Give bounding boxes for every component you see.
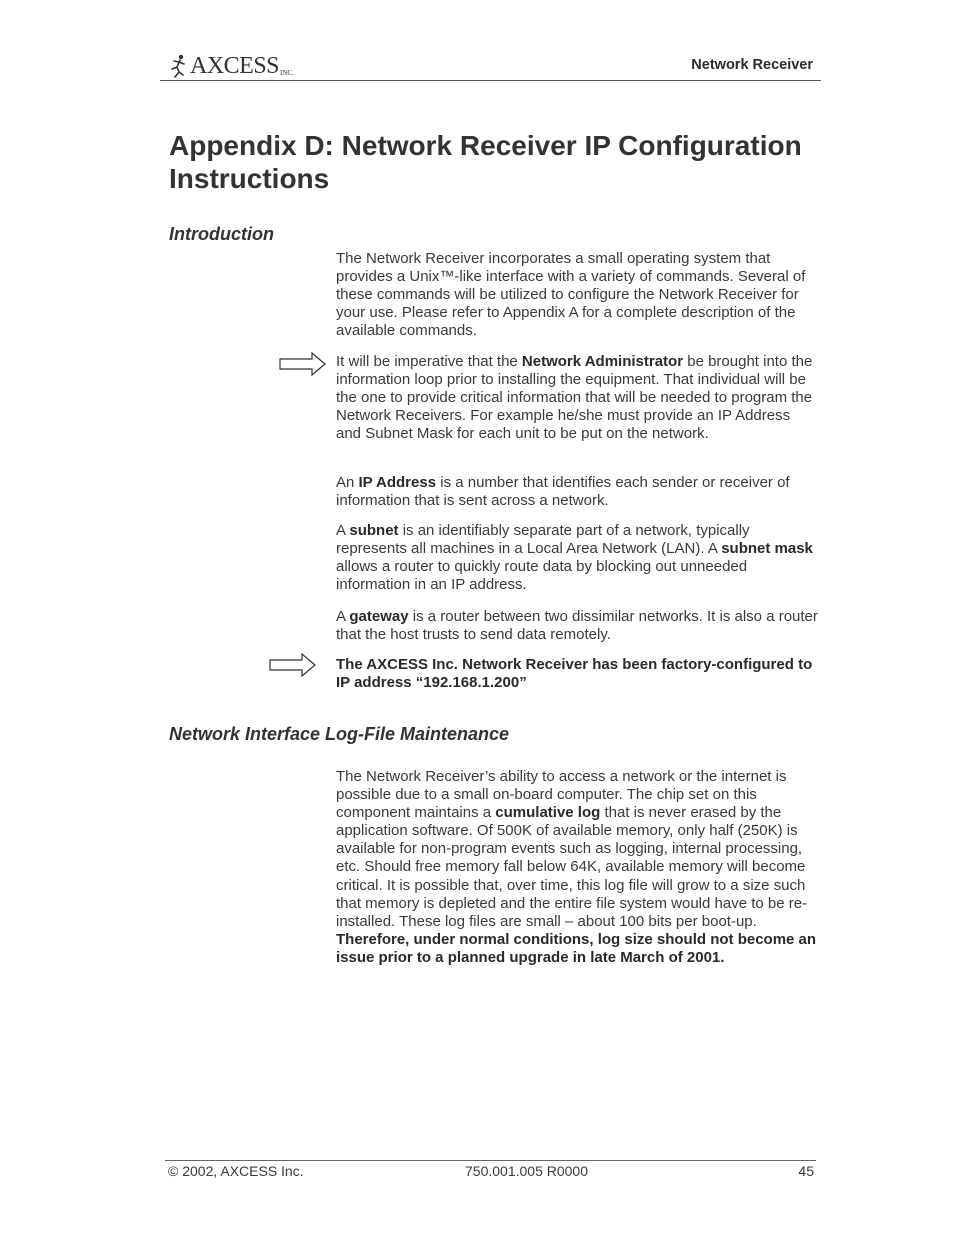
intro-paragraph: The Network Receiver incorporates a small operating system that provides a Unix™-like interface with a variety of commands. Several of these commands will be utilized to configure the Network Receiver for your use. Please refer to Appendix A for a complete description of the available commands.	[336, 250, 806, 340]
ip-address-paragraph	[336, 474, 818, 510]
page-footer	[165, 1160, 816, 1179]
subnet-term: subnet	[349, 522, 399, 539]
network-administrator-term: Network Administrator	[521, 353, 684, 370]
network-administrator-paragraph	[336, 353, 818, 443]
text-run: is an identifiably separate part of a network, typically represents all machines in a Local Area Network (LAN). A	[336, 522, 750, 558]
right-arrow-icon	[269, 653, 317, 677]
running-figure-logo-icon	[168, 54, 188, 78]
conclusion-text: Therefore, under normal conditions, log size should not become an issue prior to a planned upgrade in late March of 2001.	[336, 930, 817, 966]
text-run: is a number that identifies each sender or receiver of information that is sent across a network.	[336, 474, 790, 510]
text-run: be brought into the information loop prior to installing the equipment. That individual will be the one to provide critical information that will be needed to program the Network Receivers. For example he/she must provide an IP Address and Subnet Mask for each unit to be put on the network.	[336, 353, 813, 443]
subnet-mask-term: subnet mask	[721, 540, 813, 558]
gateway-term: gateway	[349, 608, 409, 625]
text-run: A	[336, 608, 350, 625]
cumulative-log-term: cumulative log	[495, 804, 601, 822]
text-run: The Network Receiver’s ability to access a network or the internet is possible due to a small on-board computer. The chip set on this component maintains a	[336, 768, 787, 822]
text-run: is a router between two dissimilar networks. It is also a router that the host trusts to send data remotely.	[336, 608, 818, 644]
gateway-paragraph	[336, 608, 818, 644]
factory-ip-note: The AXCESS Inc. Network Receiver has been factory-configured to IP address “192.168.1.200”	[336, 656, 813, 692]
subnet-paragraph	[336, 522, 818, 594]
footer-page-number: 45	[798, 1163, 814, 1179]
logo-suffix: INC.	[280, 69, 294, 77]
page-title: Appendix D: Network Receiver IP Configuration Instructions	[169, 130, 802, 194]
maintenance-heading: Network Interface Log-File Maintenance	[169, 724, 510, 744]
text-run: that is never erased by the application software. Of 500K of available memory, only half (250K) is available for non-program events such as logging, internal processing, etc. Should free memory fall below 64K, available memory will become critical. It is possible that, over time, this log file will grow to a size such that memory is depleted and the entire file system would have to be re-installed. These log files are small – about 100 bits per boot-up.	[336, 804, 808, 930]
logo-wordmark: AXCESS	[190, 53, 280, 79]
introduction-heading: Introduction	[169, 224, 274, 244]
ip-address-term: IP Address	[358, 474, 437, 491]
page-header	[160, 52, 821, 81]
maintenance-paragraph	[336, 768, 818, 967]
right-arrow-icon	[279, 352, 327, 376]
axcess-logo	[168, 54, 294, 78]
text-run: An	[336, 474, 359, 491]
footer-copyright: © 2002, AXCESS Inc.	[168, 1163, 304, 1179]
text-run: allows a router to quickly route data by blocking out unneeded information in an IP address.	[336, 558, 748, 594]
text-run: It will be imperative that the	[336, 353, 522, 370]
footer-doc-number: 750.001.005 R0000	[465, 1163, 588, 1179]
header-title: Network Receiver	[691, 57, 813, 73]
text-run: A	[336, 522, 350, 539]
